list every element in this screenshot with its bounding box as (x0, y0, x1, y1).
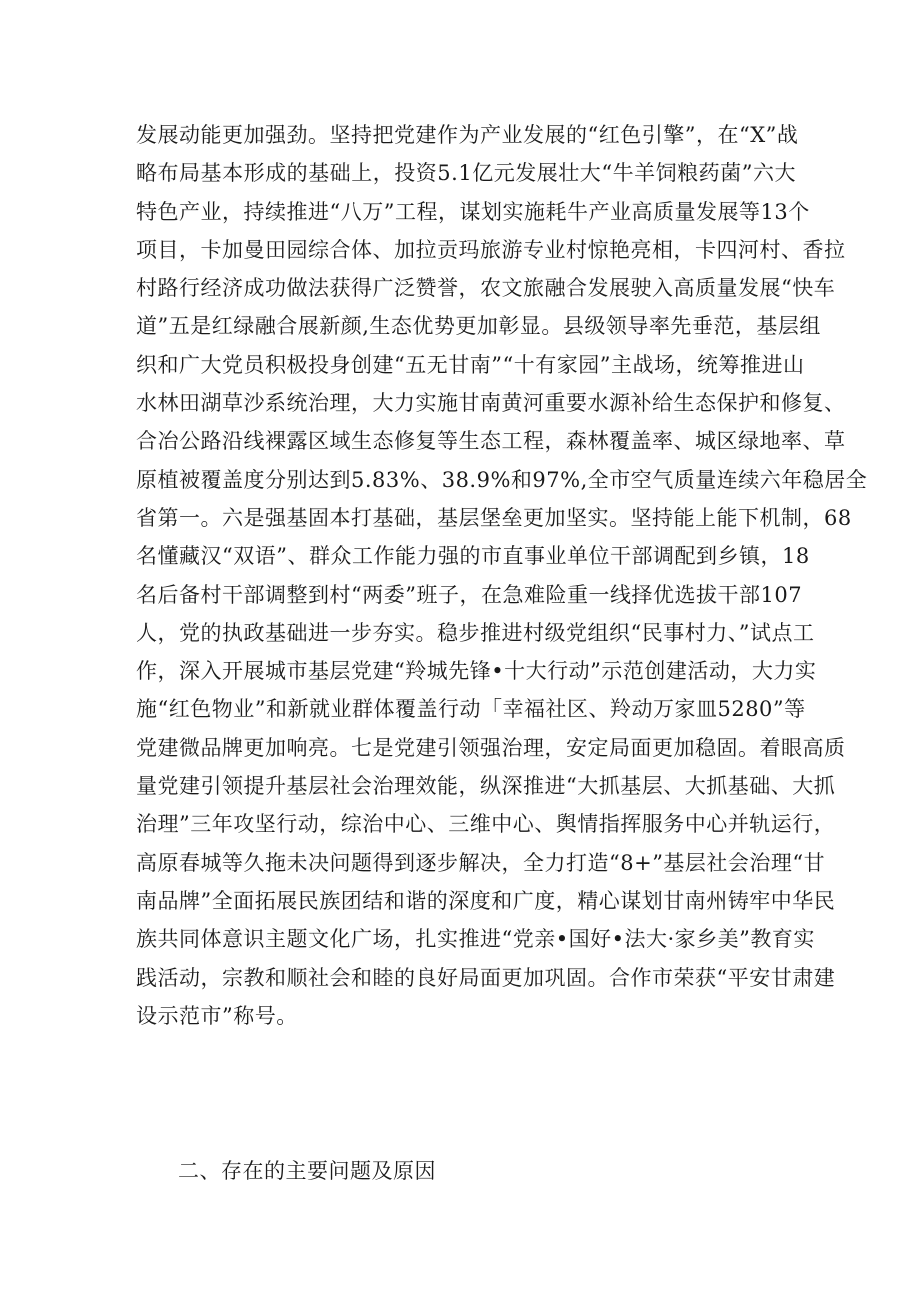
text-line: 略布局基本形成的基础上，投资5.1亿元发展壮大“牛羊饲粮药菌”六大 (136, 161, 796, 186)
text-line: 量党建引领提升基层社会治理效能，纵深推进“大抓基层、大抓基础、大抓 (136, 774, 836, 799)
text-line: 高原春城等久拖未决问题得到逐步解决，全力打造“8+”基层社会治理“甘 (136, 850, 826, 875)
text-line: 践活动，宗教和顺社会和睦的良好局面更加巩固。合作市荣获“平安甘肃建 (136, 965, 836, 990)
text-line: 村路行经济成功做法获得广泛赞誉，农文旅融合发展驶入高质量发展“快车 (136, 276, 836, 301)
text-line: 合冶公路沿线裸露区域生态修复等生态工程，森林覆盖率、城区绿地率、草 (136, 429, 846, 454)
text-line: 名懂藏汉“双语”、群众工作能力强的市直事业单位干部调配到乡镇，18 (136, 544, 810, 569)
text-line: 项目，卡加曼田园综合体、加拉贡玛旅游专业村惊艳亮相，卡四河村、香拉 (136, 237, 846, 262)
body-paragraph (136, 116, 868, 1035)
text-line: 织和广大党员积极投身创建“五无甘南”“十有家园”主战场，统筹推进山 (136, 352, 805, 377)
text-line: 治理”三年攻坚行动，综治中心、三维中心、舆情指挥服务中心并轨运行， (136, 812, 836, 837)
section-heading: 二、存在的主要问题及原因 (178, 1159, 436, 1183)
text-line: 人，党的执政基础进一步夯实。稳步推进村级党组织“民事村力、”试点工 (136, 620, 815, 645)
text-line: 发展动能更加强劲。坚持把党建作为产业发展的“红色引擎”，在“X”战 (136, 123, 799, 147)
text-line: 设示范市”称号。 (136, 1003, 298, 1028)
text-line: 施“红色物业”和新就业群体覆盖行动「幸福社区、羚动万家皿5280”等 (136, 697, 806, 722)
text-line: 省第一。六是强基固本打基础，基层堡垒更加坚实。坚持能上能下机制，68 (136, 505, 852, 530)
text-line: 原植被覆盖度分别达到5.83%、38.9%和97%,全市空气质量连续六年稳居全 (136, 467, 868, 492)
text-line: 特色产业，持续推进“八万”工程，谋划实施耗牛产业高质量发展等13个 (136, 199, 810, 224)
text-line: 名后备村干部调整到村“两委”班子，在急难险重一线择优选拔干部107 (136, 582, 803, 607)
text-line: 水林田湖草沙系统治理，大力实施甘南黄河重要水源补给生态保护和修复、 (136, 391, 846, 416)
text-line: 作，深入开展城市基层党建“羚城先锋•十大行动”示范创建活动，大力实 (136, 659, 817, 684)
text-line: 族共同体意识主题文化广场，扎实推进“党亲•国好•法大·家乡美”教育实 (136, 927, 815, 952)
text-line: 南品牌”全面拓展民族团结和谐的深度和广度，精心谋划甘南州铸牢中华民 (136, 888, 836, 913)
text-line: 党建微品牌更加响亮。七是党建引领强治理，安定局面更加稳固。着眼高质 (136, 735, 846, 760)
text-line: 道”五是红绿融合展新颜,生态优势更加彰显。县级领导率先垂范，基层组 (136, 314, 821, 339)
